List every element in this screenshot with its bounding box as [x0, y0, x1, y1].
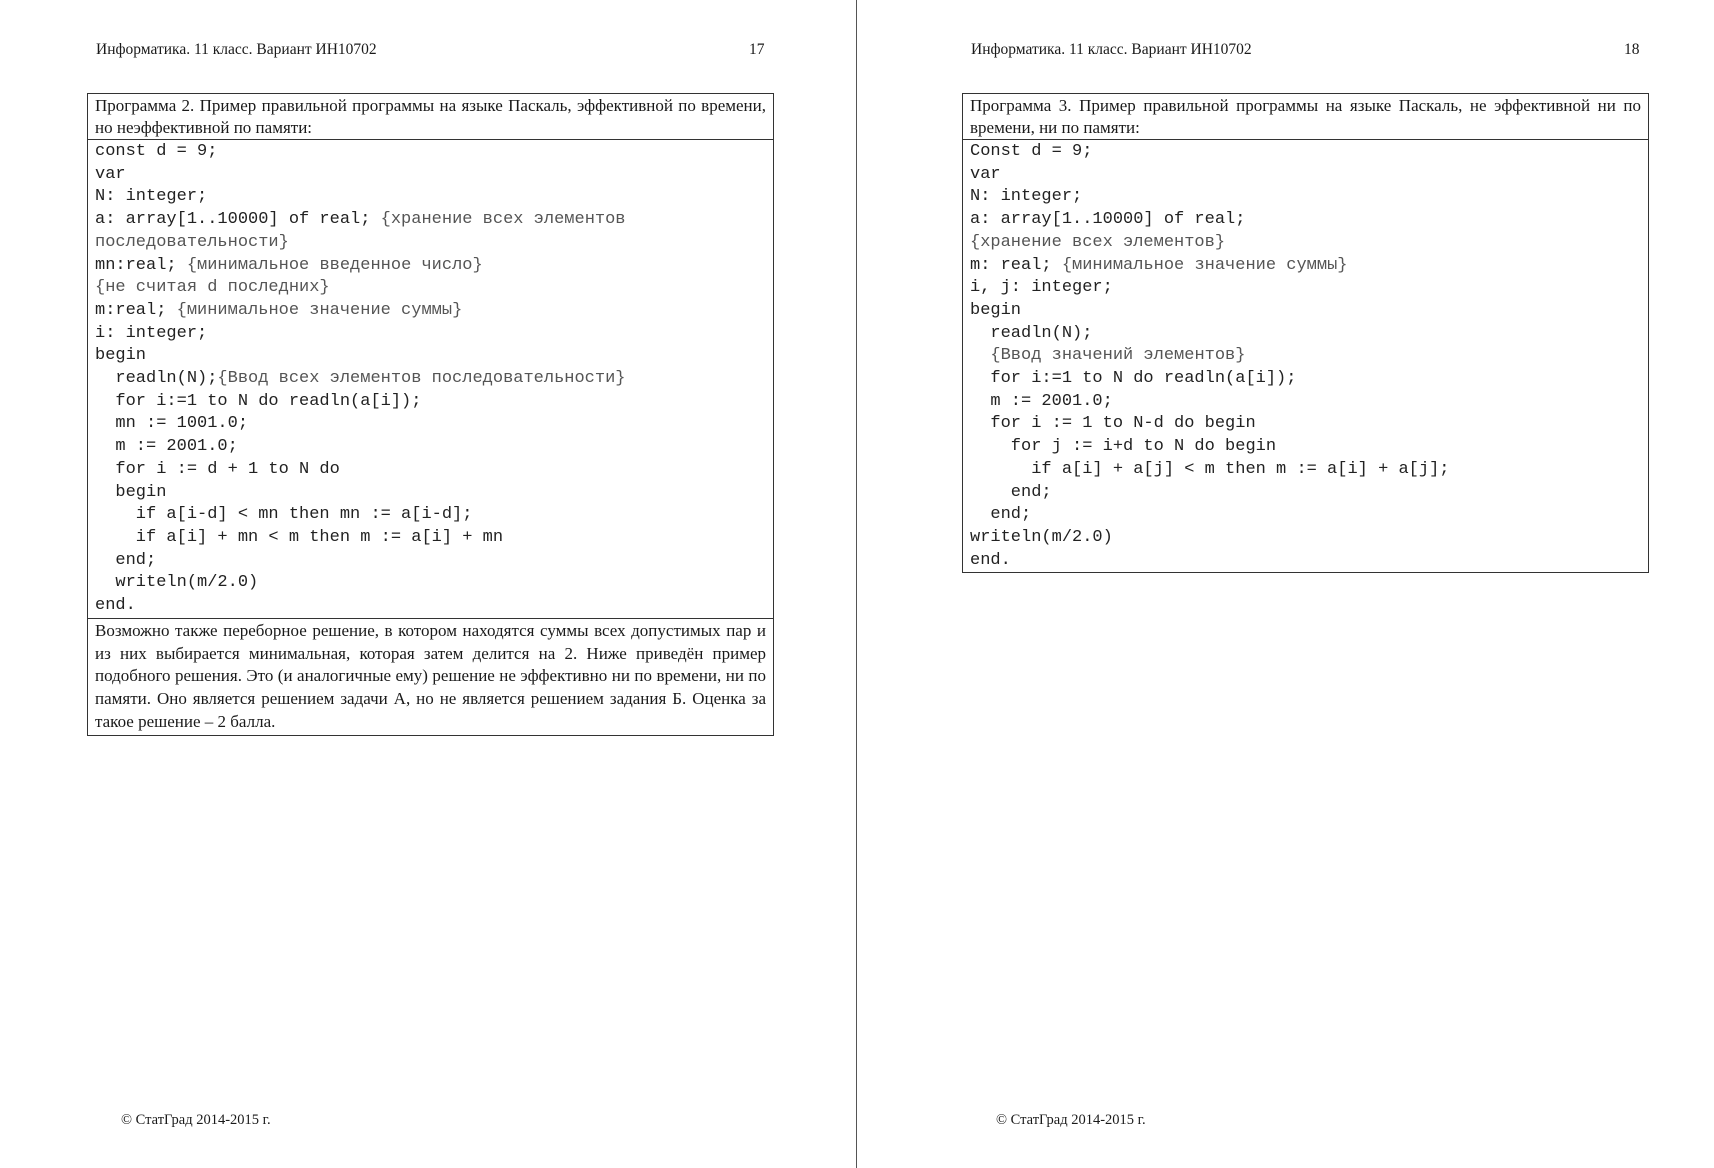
code-text: i, j: integer;	[970, 278, 1113, 298]
code-text: Const d = 9;	[970, 142, 1093, 161]
code-line	[970, 436, 1641, 459]
code-text: i: integer;	[95, 323, 208, 343]
code-line	[970, 550, 1641, 573]
code-text	[970, 346, 990, 365]
code-text: const d = 9;	[95, 142, 218, 161]
code-line	[970, 504, 1641, 527]
code-text: begin	[970, 300, 1022, 320]
code-line	[95, 209, 766, 232]
program-3-title: Программа 3. Пример правильной программы на языке Паскаль, не эффективной ни по времени, ни по памяти:	[963, 94, 1648, 140]
page-divider	[856, 0, 857, 1168]
code-text: var	[970, 164, 1001, 184]
program-2-code	[88, 140, 773, 618]
code-line	[970, 323, 1641, 346]
code-text: var	[95, 164, 126, 184]
code-text: begin	[95, 482, 167, 502]
page-header-title: Информатика. 11 класс. Вариант ИН10702	[96, 41, 377, 58]
code-comment: {минимальное значение суммы}	[1061, 255, 1348, 275]
code-line	[95, 345, 766, 368]
page-footer-copyright: © СтатГрад 2014-2015 г.	[121, 1112, 271, 1128]
page-number: 18	[1624, 41, 1640, 58]
code-line	[970, 164, 1641, 187]
page-header-title: Информатика. 11 класс. Вариант ИН10702	[971, 41, 1252, 58]
code-text: m := 2001.0;	[970, 391, 1113, 411]
code-text: for i:=1 to N do readln(a[i]);	[95, 391, 422, 411]
code-text: m: real;	[970, 255, 1062, 275]
code-line	[970, 482, 1641, 505]
code-text: mn := 1001.0;	[95, 414, 249, 434]
code-line	[970, 527, 1641, 550]
code-text: readln(N);	[970, 323, 1093, 343]
code-line	[95, 141, 766, 164]
code-line	[95, 232, 766, 255]
brute-force-note: Возможно также переборное решение, в котором находятся суммы всех допустимых пар и из них выбирается минимальная, которая затем делится на 2. Ниже приведён пример подобного решения. Это (и аналогичные ему) решение не эффективно ни по времени, ни по памяти. Оно является решением задачи А, но не является решением задания Б. Оценка за такое решение – 2 балла.	[88, 618, 773, 735]
program-3-code	[963, 140, 1648, 572]
code-text: for i := 1 to N-d do begin	[970, 414, 1256, 434]
page-17	[0, 0, 856, 1168]
code-line	[95, 504, 766, 527]
page-number: 17	[749, 41, 765, 58]
page-18	[858, 0, 1714, 1168]
code-line	[970, 345, 1641, 368]
code-comment: {не считая d последних}	[95, 278, 330, 298]
code-text: end.	[95, 596, 136, 616]
code-line	[95, 572, 766, 595]
code-text: m:real;	[95, 300, 177, 320]
code-line	[95, 413, 766, 436]
code-line	[95, 186, 766, 209]
code-line	[95, 300, 766, 323]
code-text: m := 2001.0;	[95, 437, 238, 457]
code-line	[95, 436, 766, 459]
code-comment: {Ввод значений элементов}	[990, 346, 1246, 366]
code-text: writeln(m/2.0)	[95, 573, 259, 593]
code-comment: {хранение всех элементов	[380, 210, 626, 230]
code-text: writeln(m/2.0)	[970, 527, 1113, 547]
code-line	[95, 527, 766, 550]
code-line	[970, 277, 1641, 300]
code-text: a: array[1..10000] of real;	[95, 210, 381, 230]
code-text: for i:=1 to N do readln(a[i]);	[970, 369, 1297, 389]
code-line	[95, 164, 766, 187]
code-line	[95, 550, 766, 573]
code-line	[95, 391, 766, 414]
code-text: a: array[1..10000] of real;	[970, 210, 1246, 230]
code-line	[970, 413, 1641, 436]
code-text: N: integer;	[970, 187, 1083, 207]
code-line	[970, 255, 1641, 278]
page-footer-copyright: © СтатГрад 2014-2015 г.	[996, 1112, 1146, 1128]
code-text: end;	[970, 482, 1052, 502]
code-line	[970, 186, 1641, 209]
code-text: if a[i-d] < mn then mn := a[i-d];	[95, 505, 473, 525]
code-text: end;	[970, 505, 1032, 525]
code-comment: {минимальное введенное число}	[186, 255, 483, 275]
code-text: end;	[95, 550, 157, 570]
code-line	[970, 232, 1641, 255]
code-text: if a[i] + a[j] < m then m := a[i] + a[j];	[970, 459, 1450, 479]
code-line	[95, 459, 766, 482]
code-text: N: integer;	[95, 187, 208, 207]
code-comment: {минимальное значение суммы}	[176, 300, 463, 320]
code-line	[95, 368, 766, 391]
code-line	[95, 323, 766, 346]
code-line	[95, 277, 766, 300]
code-comment: {хранение всех элементов}	[970, 232, 1226, 252]
code-comment: последовательности}	[95, 232, 289, 252]
code-text: end.	[970, 550, 1011, 570]
code-line	[970, 459, 1641, 482]
program-2-title: Программа 2. Пример правильной программы на языке Паскаль, эффективной по времени, но неэффективной по памяти:	[88, 94, 773, 140]
code-line	[970, 141, 1641, 164]
code-text: readln(N);	[95, 369, 218, 389]
code-line	[970, 300, 1641, 323]
code-line	[95, 482, 766, 505]
code-text: mn:real;	[95, 255, 187, 275]
code-text: for j := i+d to N do begin	[970, 437, 1277, 457]
code-text: if a[i] + mn < m then m := a[i] + mn	[95, 527, 504, 547]
code-text: begin	[95, 346, 147, 366]
code-text: for i := d + 1 to N do	[95, 459, 340, 479]
code-line	[95, 595, 766, 618]
program-2-box	[87, 93, 774, 736]
code-line	[970, 368, 1641, 391]
code-line	[970, 391, 1641, 414]
code-comment: {Ввод всех элементов последовательности}	[217, 369, 626, 389]
code-line	[970, 209, 1641, 232]
program-3-box	[962, 93, 1649, 573]
code-line	[95, 255, 766, 278]
